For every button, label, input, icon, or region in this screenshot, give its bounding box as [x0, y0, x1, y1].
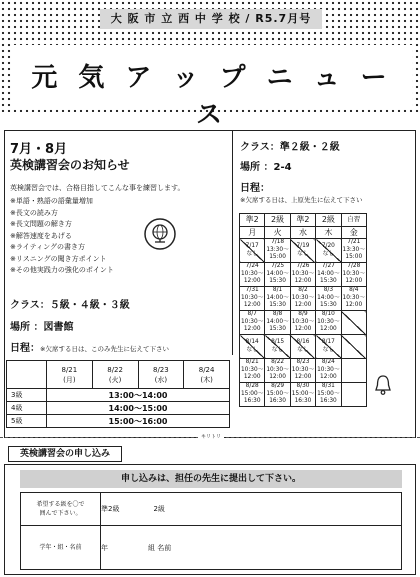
- calendar-date: 8/9: [298, 311, 308, 318]
- calendar-time: なし: [297, 250, 309, 257]
- grade-options[interactable]: [101, 493, 402, 526]
- list-item: ※単語・熟語の語彙量増加: [10, 197, 93, 205]
- practice-list: [10, 196, 114, 277]
- calendar-time: なし: [322, 250, 335, 257]
- calendar-cell: [240, 335, 265, 359]
- calendar-time: 10:30～12:00: [291, 270, 315, 285]
- calendar-cell: [265, 263, 290, 287]
- weekday-header: 木: [316, 227, 341, 239]
- calendar-date: 8/3: [323, 287, 334, 294]
- cut-label: キリトリ: [198, 433, 224, 440]
- calendar-cell: [316, 287, 341, 311]
- level-cell: 4級: [7, 402, 47, 415]
- calendar-time: 15:00～16:30: [317, 390, 340, 405]
- level-cell: 3級: [7, 389, 47, 402]
- calendar-cell: [316, 263, 341, 287]
- calendar-cell: [290, 263, 315, 287]
- title-box: [12, 45, 412, 130]
- name-field[interactable]: [101, 526, 402, 570]
- calendar-cell: [290, 287, 315, 311]
- calendar-date: 8/24: [321, 359, 335, 366]
- calendar-time: 10:30～12:00: [240, 294, 264, 309]
- calendar-row: [240, 383, 367, 407]
- calendar-date: 8/16: [296, 339, 310, 345]
- column-divider: [232, 130, 233, 355]
- list-item: ※その他実践力の強化のポイント: [10, 266, 114, 274]
- calendar-date: 7/26: [296, 263, 310, 270]
- list-item: ※リスニングの聞き方ポイント: [10, 254, 107, 263]
- date-cell: 8/22 (火): [92, 361, 138, 389]
- calendar-cell: [265, 287, 290, 311]
- calendar-date: 7/31: [245, 287, 259, 294]
- calendar-cell: [240, 239, 265, 263]
- calendar-date: 7/25: [271, 263, 285, 270]
- calendar-date: 8/17: [321, 339, 335, 345]
- calendar-cell: [290, 311, 315, 335]
- calendar-cell: [316, 383, 341, 407]
- calendar-date: 7/17: [245, 243, 259, 249]
- month-heading: 7月・8月: [10, 142, 68, 157]
- calendar-time: 10:30～12:00: [240, 366, 264, 381]
- weekday-header: 月: [240, 227, 265, 239]
- school-banner: 大 阪 市 立 西 中 学 校 / R5.7月号: [100, 9, 322, 29]
- date-cell: 8/23 (水): [138, 361, 184, 389]
- calendar-cell: [240, 359, 265, 383]
- calendar-time: なし: [246, 250, 258, 257]
- lower-schedule-label: 日程：※欠席する日は、このみ先生に伝えて下さい: [10, 343, 169, 354]
- calendar-time: なし: [246, 346, 258, 353]
- calendar-time: 10:30～12:00: [317, 318, 340, 333]
- calendar-cell: [341, 287, 366, 311]
- date-cell: 8/24 (木): [184, 361, 230, 389]
- calendar-date: 8/31: [321, 383, 335, 390]
- calendar-time: 15:00～16:30: [266, 390, 289, 405]
- calendar-cell: [240, 263, 265, 287]
- calendar-date: 7/19: [296, 243, 310, 249]
- calendar-date: 8/4: [349, 287, 359, 294]
- calendar-cell: [290, 239, 315, 263]
- level-header: 準2: [240, 214, 265, 227]
- intro-text: 英検講習会では、合格目指してこんな事を練習します。: [10, 184, 185, 192]
- calendar-date: 7/21: [347, 239, 361, 246]
- calendar-cell: [341, 239, 366, 263]
- calendar-time: 14:00～15:30: [266, 318, 289, 333]
- calendar-cell: [240, 311, 265, 335]
- calendar-time: 10:30～12:00: [291, 366, 315, 381]
- calendar-date: 7/28: [347, 263, 361, 270]
- calendar-cell: [316, 311, 341, 335]
- level-header: 自習: [341, 214, 366, 227]
- calendar-row: [240, 359, 367, 383]
- calendar-date: 8/28: [245, 383, 259, 390]
- time-cell: 14:00～15:00: [47, 402, 230, 415]
- upper-place-label: 場所 ：2-4: [240, 162, 292, 173]
- level-header: 2級: [265, 214, 290, 227]
- calendar-time: 10:30～12:00: [266, 366, 289, 381]
- lower-place-label: 場所 ：図書館: [10, 322, 74, 333]
- upper-class-label: クラス：準２級・２級: [240, 142, 340, 153]
- calendar-time: なし: [297, 346, 309, 353]
- calendar-date: 8/10: [321, 311, 335, 318]
- calendar-cell: [265, 239, 290, 263]
- upper-schedule-note: ※欠席する日は、上原先生に伝えて下さい: [240, 196, 363, 204]
- calendar-cell: [290, 335, 315, 359]
- calendar-date: 8/7: [247, 311, 257, 318]
- application-banner: 申し込みは、担任の先生に提出して下さい。: [20, 470, 402, 488]
- bell-icon: [374, 374, 392, 396]
- calendar-cell: [240, 287, 265, 311]
- level-header: 2級: [316, 214, 341, 227]
- date-cell: 8/21 (月): [47, 361, 93, 389]
- level-header: 準2: [290, 214, 315, 227]
- calendar-date: 8/29: [271, 383, 285, 390]
- lower-schedule-table: [6, 360, 230, 428]
- page-title: 元 気 ア ッ プ ニ ュ ー ス: [31, 63, 393, 130]
- grade-option[interactable]: 2級: [153, 505, 165, 513]
- globe-icon: [144, 218, 176, 250]
- calendar-time: 13:30～15:00: [266, 246, 289, 261]
- calendar-time: 13:30～15:00: [342, 246, 366, 261]
- calendar-time: 14:00～15:30: [266, 294, 289, 309]
- calendar-cell: [316, 239, 341, 263]
- calendar-date: 8/14: [245, 339, 259, 345]
- calendar-date: 7/18: [271, 239, 285, 246]
- calendar-time: 10:30～12:00: [342, 270, 366, 285]
- calendar-cell: [290, 383, 315, 407]
- calendar-cell: [341, 359, 366, 383]
- calendar-row: [240, 311, 367, 335]
- calendar-time: 10:30～12:00: [291, 318, 315, 333]
- calendar-date: 8/22: [271, 359, 285, 366]
- calendar-row: [240, 239, 367, 263]
- application-form: [20, 492, 402, 570]
- calendar-time: 14:00～15:30: [266, 270, 289, 285]
- list-item: ※長文の読み方: [10, 208, 58, 217]
- calendar-row: [240, 287, 367, 311]
- calendar-row: [240, 335, 367, 359]
- calendar-date: 8/23: [296, 359, 310, 366]
- calendar-time: 14:00～15:30: [317, 270, 340, 285]
- calendar-time: 14:00～15:30: [317, 294, 340, 309]
- calendar-date: 7/20: [321, 243, 335, 249]
- time-cell: 13:00～14:00: [47, 389, 230, 402]
- calendar-cell: [265, 311, 290, 335]
- grade-option[interactable]: 準2級: [101, 505, 120, 513]
- calendar-time: なし: [271, 346, 284, 353]
- calendar-cell: [316, 335, 341, 359]
- calendar-time: なし: [322, 346, 335, 353]
- calendar-cell: [265, 359, 290, 383]
- calendar-cell: [265, 335, 290, 359]
- grade-label: 希望する級を〇で 囲んで下さい。: [21, 493, 101, 526]
- calendar-time: 15:00～16:30: [291, 390, 315, 405]
- calendar-date: 8/8: [272, 311, 283, 318]
- calendar-time: 10:30～12:00: [240, 318, 264, 333]
- calendar-date: 8/21: [245, 359, 259, 366]
- calendar-time: 10:30～12:00: [342, 294, 366, 309]
- weekday-header: 火: [265, 227, 290, 239]
- class-name-label: 組 名前: [148, 543, 172, 552]
- calendar-row: [240, 263, 367, 287]
- year-label: 年: [101, 543, 108, 552]
- list-item: ※ライティングの書き方: [10, 243, 85, 251]
- calendar-date: 8/15: [271, 339, 285, 345]
- level-cell: 5級: [7, 415, 47, 428]
- calendar-cell: [316, 359, 341, 383]
- calendar-cell: [341, 383, 366, 407]
- calendar-time: 10:30～12:00: [291, 294, 315, 309]
- schedule-calendar: [239, 213, 367, 407]
- calendar-cell: [341, 263, 366, 287]
- calendar-time: 10:30～12:00: [317, 366, 340, 381]
- name-label: 学年・組・名前: [21, 526, 101, 570]
- lower-class-label: クラス：５級・４級・３級: [10, 300, 130, 311]
- calendar-cell: [240, 383, 265, 407]
- list-item: ※解答速度をあげる: [10, 231, 72, 240]
- calendar-date: 7/24: [245, 263, 259, 270]
- calendar-date: 8/1: [272, 287, 283, 294]
- list-item: ※長文問題の解き方: [10, 220, 72, 228]
- calendar-cell: [290, 359, 315, 383]
- calendar-cell: [341, 311, 366, 335]
- weekday-header: 水: [290, 227, 315, 239]
- calendar-date: 8/30: [296, 383, 310, 390]
- application-heading: 英検講習会の申し込み: [8, 446, 122, 462]
- calendar-date: 8/2: [298, 287, 308, 294]
- calendar-time: 15:00～16:30: [240, 390, 264, 405]
- upper-schedule-label: 日程：: [240, 183, 270, 194]
- calendar-time: 10:30～12:00: [240, 270, 264, 285]
- weekday-header: 金: [341, 227, 366, 239]
- notice-heading: 英検講習会のお知らせ: [10, 158, 130, 172]
- calendar-cell: [341, 335, 366, 359]
- time-cell: 15:00～16:00: [47, 415, 230, 428]
- calendar-date: 7/27: [321, 263, 335, 270]
- calendar-cell: [265, 383, 290, 407]
